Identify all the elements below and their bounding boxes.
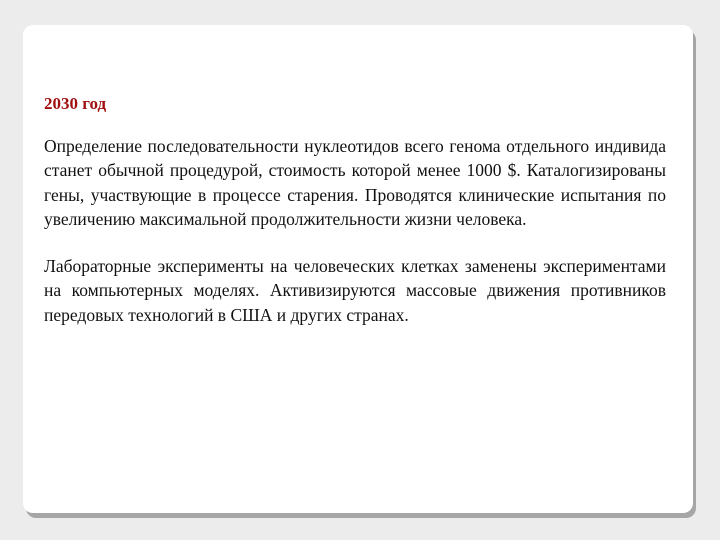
- paragraph-experiments: Лабораторные эксперименты на человеческих клетках заменены экспериментами на компьютерных моделях. Активизируются массовые движения противников передовых технологий в США и других странах.: [44, 255, 666, 325]
- paragraph-genome: Определение последовательности нуклеотидов всего генома отдельного индивида станет обычной процедурой, стоимость которой менее 1000 $. Каталогизированы гены, участвующие в процессе старения. Проводятся клинические испытания по увеличению максимальной продолжительности жизни человека.: [44, 135, 666, 229]
- year-heading: 2030 год: [44, 94, 107, 113]
- slide-content: [44, 92, 666, 349]
